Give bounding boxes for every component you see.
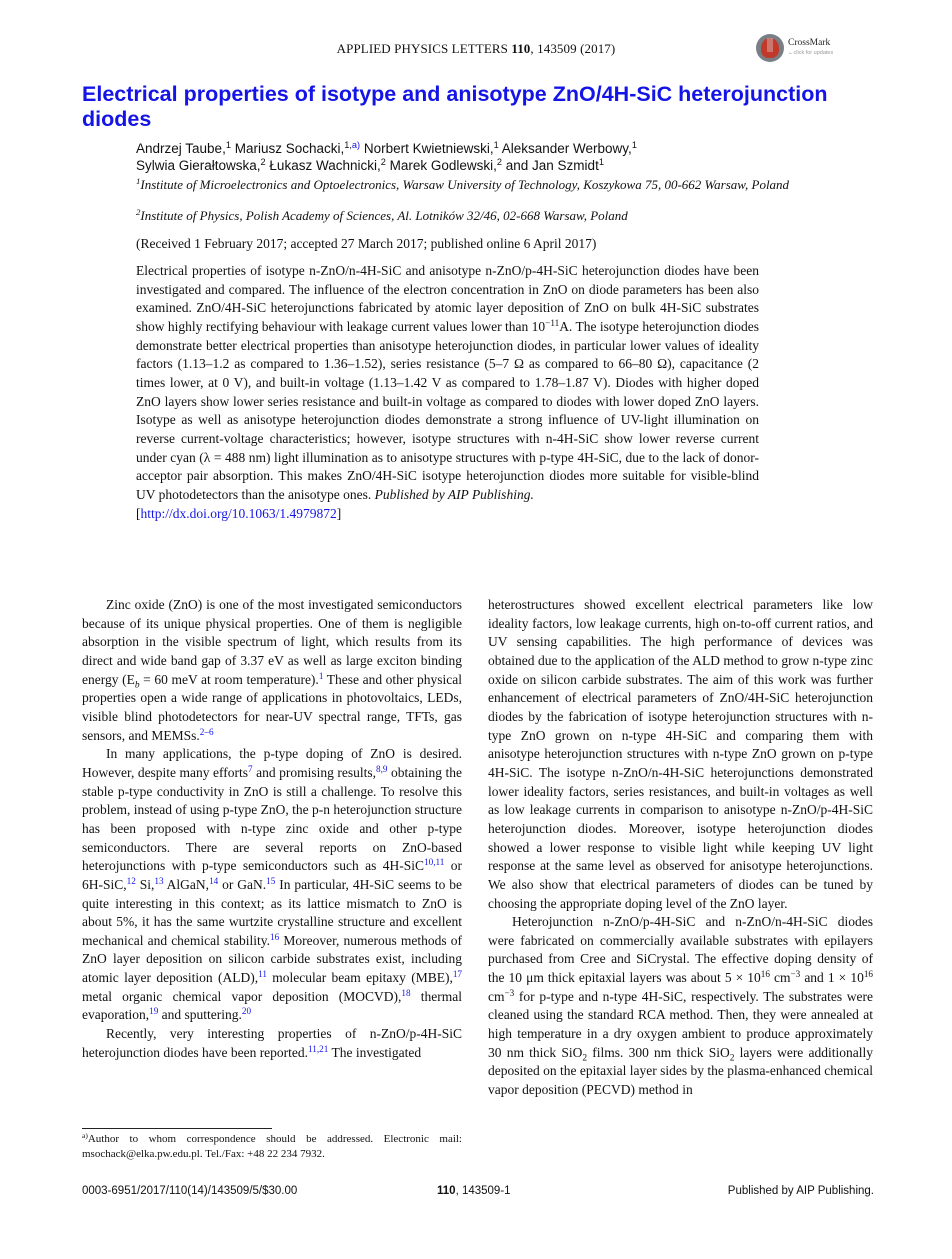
paragraph <box>488 913 873 1100</box>
author-name: Mariusz Sochacki, <box>234 141 345 156</box>
correspondence-footnote: $^{a)}$Author to whom correspondence should be addressed. Electronic mail: msochack@elka.pw.edu.pl. Tel./Fax: +48 22 234 7932. <box>82 1130 462 1160</box>
text-run: molecular beam epitaxy (MBE), <box>266 970 453 986</box>
crossmark-button[interactable] <box>756 34 846 66</box>
received-dates: (Received 1 February 2017; accepted 27 March 2017; published online 6 April 2017) <box>136 236 597 251</box>
author-name: Sylwia Gierałtowska, <box>136 158 261 173</box>
affiliation-1: $^1$Institute of Microelectronics and Optoelectronics, Warsaw University of Technology, Koszykowa 75, 00-662 Warsaw, Poland <box>136 176 790 192</box>
text-run: for p-type and n-type 4H-SiC, respectively. The substrates were cleaned using the standard RCA method. Then, they were annealed at high temperature in a dry oxygen ambient to produce approximately 30 nm thick SiO <box>488 988 873 1060</box>
text-run: AlGaN, <box>163 876 210 892</box>
text-run: cm <box>769 970 791 986</box>
publisher-note: Published by AIP Publishing. <box>374 486 534 502</box>
text-run: Zinc oxide (ZnO) is one of the most investigated semiconductors because of its unique physical properties. One of them is negligible absorption in the visible spectrum of light, which results from its direct and wide band gap of 3.37 eV as well as large exciton binding energy (E <box>82 597 462 687</box>
author-affiliation-mark: 1 <box>225 139 231 150</box>
reference-link[interactable]: 13 <box>154 875 164 886</box>
text-run: In many applications, the p-type doping of ZnO is desired. However, despite many efforts <box>82 746 462 780</box>
reference-link[interactable]: 14 <box>209 875 219 886</box>
author-name: Andrzej Taube, <box>136 141 226 156</box>
journal-name: APPLIED PHYSICS LETTERS <box>336 41 508 56</box>
reference-link[interactable]: 8,9 <box>376 763 388 774</box>
author-name: Aleksander Werbowy, <box>501 141 632 156</box>
superscript: 16 <box>760 969 770 980</box>
author-affiliation-mark: 2 <box>496 156 502 167</box>
author-name: Norbert Kwietniewski, <box>363 141 494 156</box>
text-run: or 6H-SiC, <box>82 858 462 892</box>
journal-citation: , 143509 (2017) <box>530 41 616 56</box>
footer-page-number: 110, 143509-1 <box>437 1185 511 1197</box>
author-affiliation-mark: 1 <box>493 139 499 150</box>
author-affiliation-mark: 2 <box>260 156 266 167</box>
text-run: layers were additionally deposited on the epitaxial layer sides by the plasma-enhanced chemical vapor deposition (PECVD) method in <box>488 1044 873 1098</box>
text-run: obtaining the stable p-type conductivity in ZnO is still a challenge. To resolve this problem, instead of using p-type ZnO, the p-n heterojunction structure has been proposed with n-type zinc oxide and other p-type semiconductors. There are several reports on ZnO-based heterojunctions with p-type semiconductors such as 4H-SiC <box>82 764 462 874</box>
reference-link[interactable]: 2–6 <box>199 726 214 737</box>
reference-link[interactable]: 19 <box>149 1006 159 1017</box>
reference-link[interactable]: 17 <box>452 969 462 980</box>
text-run: thermal evaporation, <box>82 988 462 1023</box>
reference-link[interactable]: 16 <box>270 931 280 942</box>
crossmark-badge-icon <box>756 34 784 62</box>
reference-link[interactable]: 11,21 <box>308 1043 329 1054</box>
arrow-left-icon: ← <box>788 50 794 56</box>
author-affiliation-mark: 1, <box>344 139 352 150</box>
text-run: metal organic chemical vapor deposition (MOCVD), <box>82 988 402 1004</box>
text-run: or GaN. <box>218 876 267 892</box>
text-run: The investigated <box>328 1044 422 1060</box>
author-note-link[interactable]: a) <box>351 139 361 150</box>
reference-link[interactable]: 11 <box>258 969 267 980</box>
text-run: These and other physical properties open a wide range of applications in photovoltaics, LEDs, visible blind photodetectors for near-UV spectral range, TFTs, gas sensors, and MEMSs. <box>82 671 462 743</box>
author-affiliation-mark: 1 <box>598 156 604 167</box>
reference-link[interactable]: 7 <box>248 763 253 774</box>
journal-volume: 110 <box>511 41 531 56</box>
text-run: Moreover, numerous methods of ZnO layer deposition on silicon carbide substrates exist, including atomic layer deposition (ALD), <box>82 932 462 986</box>
reference-link[interactable]: 1 <box>318 670 324 681</box>
text-run: Recently, very interesting properties of n-ZnO/p-4H-SiC heterojunction diodes have been reported. <box>82 1026 462 1060</box>
abstract: Electrical properties of isotype n-ZnO/n-4H-SiC and anisotype n-ZnO/p-4H-SiC heterojunction diodes have been investigated and compared. The influence of the electron concentration in ZnO on diode parameters has been also examined. ZnO/4H-SiC heterojunctions fabricated by atomic layer deposition of ZnO on bulk 4H-SiC substrates show highly rectifying behaviour with leakage current values lower than $10^{-11}A$. The isotype heterojunction diodes demonstrate better electrical properties than anisotype heterojunction diodes, in particular lower values of ideality factors (1.13–1.2 as compared to 1.36–1.52), series resistance (5–7 Ω as compared to 66–80 Ω), capacitance (2 times lower, at 0 V), and built-in voltage (1.13–1.42 V as compared to 1.78–1.87 V). Diodes with higher doped ZnO layers show lower series resistance and built-in voltage as compared to diodes with lower doped ZnO layers. Isotype as well as anisotype heterojunction diodes demonstrate a strong influence of UV-light illumination on reverse current-voltage characteristics; however, isotype structures with n-4H-SiC show lower reverse current under cyan (λ = 488 nm) light illumination as to anisotype structures with p-type 4H-SiC, due to the lack of donor-acceptor pair absorption. This makes ZnO/4H-SiC isotype heterojunction diodes more suitable for visible-blind UV photodetectors than the anisotype ones. Published by AIP Publishing. [http://dx.doi.org/10.1063/1.4979872] <box>136 263 759 521</box>
paragraph <box>488 596 873 913</box>
paragraph <box>82 745 462 1025</box>
superscript: −3 <box>790 969 801 980</box>
text-run: and 1 × 10 <box>800 970 864 986</box>
subscript: 2 <box>729 1053 735 1064</box>
text-run: and promising results, <box>252 764 377 780</box>
subscript: 2 <box>582 1053 588 1064</box>
text-run: In particular, 4H-SiC seems to be quite interesting in this context; as its lattice mismatch to ZnO is about 5%, it has the same wurtzite crystalline structure and excellent mechanical and chemical stability. <box>82 876 463 948</box>
paragraph <box>82 1025 462 1062</box>
text-run: and sputtering. <box>158 1007 242 1023</box>
crossmark-sublabel: ←click for updates <box>788 50 834 56</box>
footer-issn: 0003-6951/2017/110(14)/143509/5/$30.00 <box>82 1185 298 1197</box>
author-name: Łukasz Wachnicki, <box>269 158 381 173</box>
text-run: films. 300 nm thick SiO <box>587 1044 730 1060</box>
superscript: 16 <box>863 969 873 980</box>
text-run: cm <box>488 988 505 1004</box>
superscript: −3 <box>504 987 515 998</box>
text-run: Si, <box>135 876 155 892</box>
author-affiliation-mark: 2 <box>380 156 386 167</box>
text-run: = 60 meV at room temperature). <box>139 671 319 687</box>
author-name: Marek Godlewski, <box>389 158 497 173</box>
reference-link[interactable]: 10,11 <box>424 857 445 868</box>
article-title: Electrical properties of isotype and anisotype ZnO/4H-SiC heterojunction diodes <box>82 82 828 131</box>
text-run: heterostructures showed excellent electrical parameters like low ideality factors, low leakage currents, high on-to-off current ratios, and UV sensing capabilities. The high performance of devices was obtained due to the application of the ALD method to grow n-type zinc oxide on silicon carbide substrates. The aim of this work was further enhancement of electrical parameters of ZnO/4H-SiC heterojunction diodes by the fabrication of isotype heterojunction structures with n-type ZnO grown on n-type 4H-SiC and comparing them with anisotype heterojunction structures with n-type ZnO grown on p-type 4H-SiC. The isotype n-ZnO/n-4H-SiC heterojunctions demonstrated lower ideality factors, series resistances, and built-in voltages as well as low leakage currents in comparison to anisotype n-ZnO/p-4H-SiC heterojunction diodes. Moreover, isotype heterojunction diodes showed a lower response to visible light while keeping UV light response at the same level as observed for anisotype heterojunctions. We also show that electrical parameters of diodes can be tuned by choosing the appropriate doping level of the ZnO layer. <box>488 597 873 911</box>
text-run: Heterojunction n-ZnO/p-4H-SiC and n-ZnO/n-4H-SiC diodes were fabricated on commercially available substrates with epilayers purchased from Cree and SiCrystal. The effective doping density of the 10 μm thick epitaxial layers was about 5 × 10 <box>488 914 873 986</box>
subscript: b <box>134 680 140 691</box>
reference-link[interactable]: 12 <box>126 875 136 886</box>
author-list <box>136 140 836 174</box>
footer-publisher: Published by AIP Publishing. <box>727 1185 874 1197</box>
doi-link[interactable]: http://dx.doi.org/10.1063/1.4979872 <box>140 505 337 521</box>
author-affiliation-mark: 1 <box>631 139 637 150</box>
footnote-divider <box>82 1128 272 1129</box>
reference-link[interactable]: 15 <box>266 875 276 886</box>
affiliation-2: $^2$Institute of Physics, Polish Academy of Sciences, Al. Lotników 32/46, 02-668 Warsaw, Poland <box>136 207 628 223</box>
body-column-left <box>82 596 462 1062</box>
body-column-right <box>488 596 873 1100</box>
paragraph <box>82 596 462 745</box>
author-name: and Jan Szmidt <box>505 158 599 173</box>
reference-link[interactable]: 20 <box>241 1006 252 1017</box>
reference-link[interactable]: 18 <box>401 987 411 998</box>
crossmark-label: CrossMark <box>788 38 831 48</box>
